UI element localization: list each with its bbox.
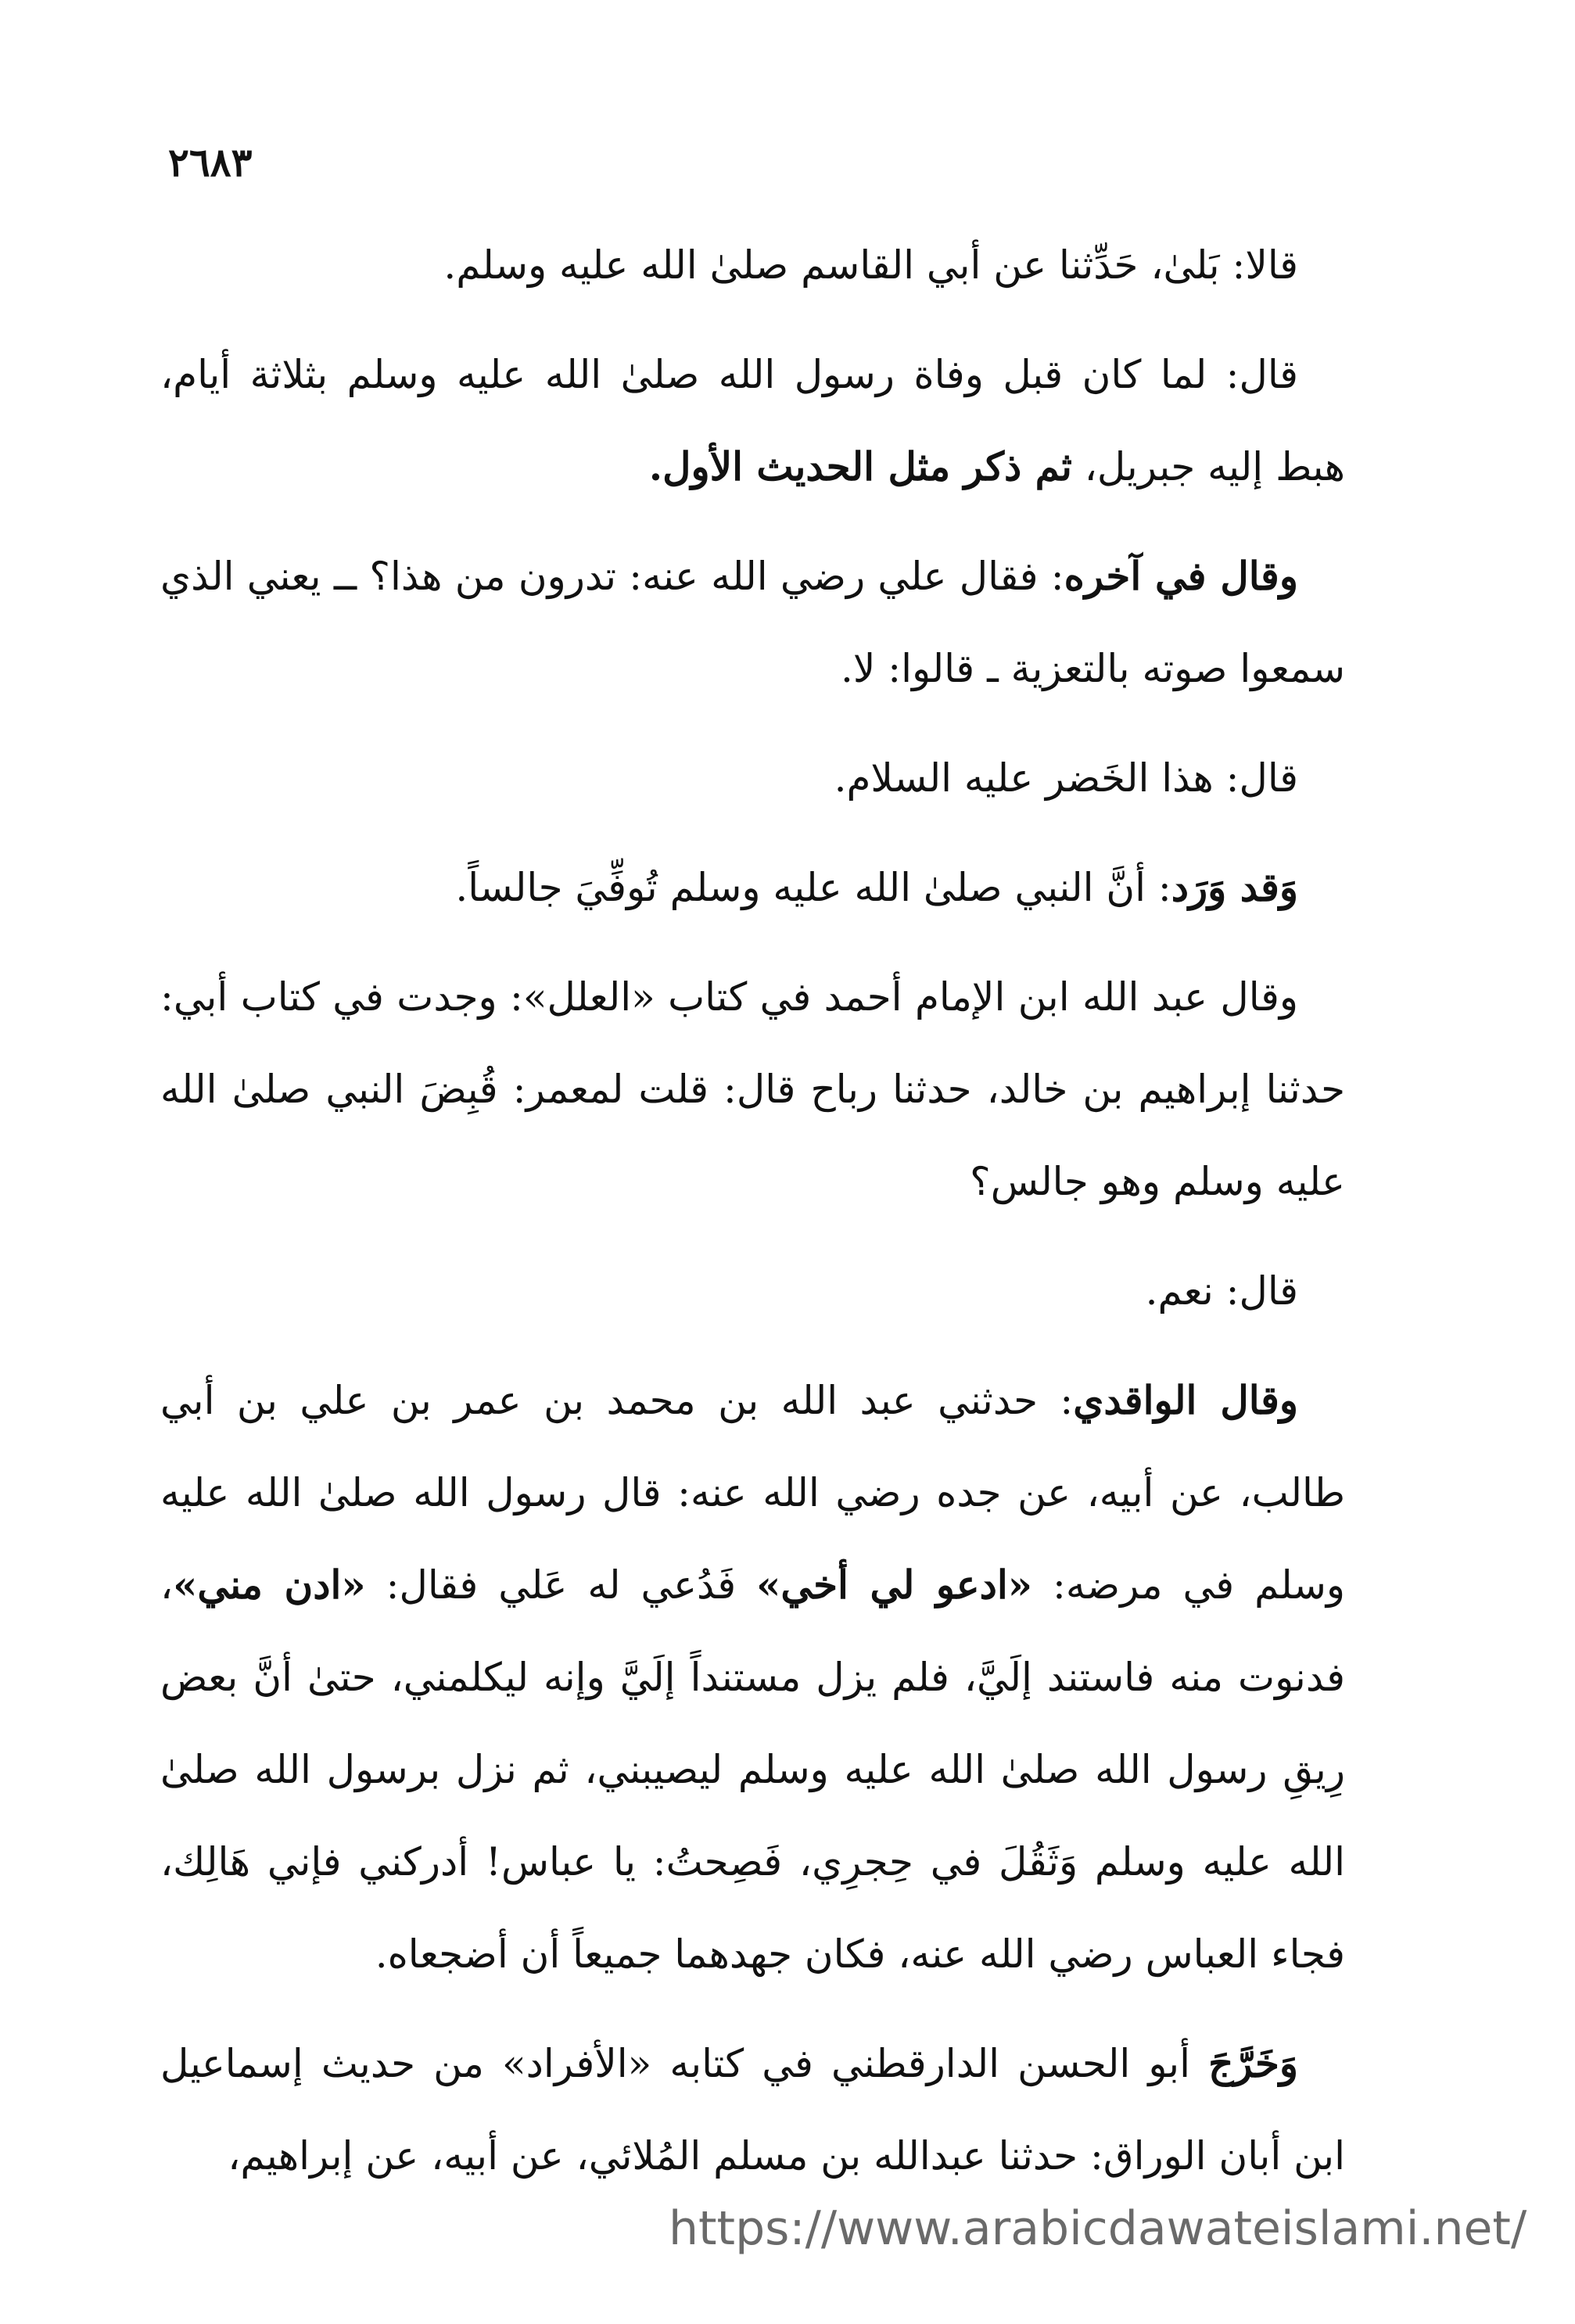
text-run: قال: نعم. xyxy=(1145,1268,1298,1314)
bold-text-run: ثم ذكر مثل الحديث الأول. xyxy=(648,443,1072,490)
paragraph xyxy=(160,530,1345,715)
text-run: قال: هذا الخَضر عليه السلام. xyxy=(834,755,1298,801)
paragraph xyxy=(160,328,1345,513)
text-run: أبو الحسن الدارقطني في كتابه «الأفراد» من حديث إسماعيل ابن أبان الوراق: حدثنا عبدالله بن مسلم المُلائي، عن أبيه، عن إبراهيم، xyxy=(160,2041,1345,2179)
text-run: قال: لما كان قبل وفاة رسول الله صلىٰ الله عليه وسلم بثلاثة أيام، هبط إليه جبريل، xyxy=(160,352,1345,490)
page-number: ٢٦٨٣ xyxy=(168,139,253,185)
bold-text-run: وقال في آخره xyxy=(1064,553,1298,599)
text-run: : فقال علي رضي الله عنه: تدرون من هذا؟ ــ يعني الذي سمعوا صوته بالتعزية ـ قالوا: لا. xyxy=(160,554,1345,691)
watermark-url: https://www.arabicdawateislami.net/ xyxy=(669,2201,1527,2256)
paragraph xyxy=(160,1354,1345,2000)
bold-text-run: وقال الواقدي xyxy=(1073,1377,1298,1423)
text-run: وقال عبد الله ابن الإمام أحمد في كتاب «العلل»: وجدت في كتاب أبي: حدثنا إبراهيم بن خالد، حدثنا رباح قال: قلت لمعمر: قُبِضَ النبي صلىٰ الله عليه وسلم وهو جالس؟ xyxy=(160,974,1345,1204)
paragraph xyxy=(160,2017,1345,2202)
paragraph xyxy=(160,841,1345,934)
bold-text-run: وَخَرَّجَ xyxy=(1208,2040,1298,2086)
text-run: قالا: بَلىٰ، حَدِّثنا عن أبي القاسم صلىٰ الله عليه وسلم. xyxy=(443,242,1298,288)
bold-text-run: «ادعو لي أخي» xyxy=(756,1562,1032,1608)
text-run: فَدُعي له عَلي فقال: xyxy=(365,1562,757,1608)
bold-text-run: وَقد وَرَد xyxy=(1171,864,1298,910)
bold-text-run: «ادن مني» xyxy=(173,1562,366,1608)
paragraph xyxy=(160,732,1345,824)
paragraph xyxy=(160,1245,1345,1337)
paragraph xyxy=(160,219,1345,311)
text-run: : أنَّ النبي صلىٰ الله عليه وسلم تُوفِّيَ جالساً. xyxy=(455,865,1171,910)
text-run: : حدثني عبد الله بن محمد بن عمر بن علي بن أبي طالب، عن أبيه، عن جده رضي الله عنه: قال رسول الله صلىٰ الله عليه وسلم في مرضه: xyxy=(160,1378,1346,1608)
text-run: ، فدنوت منه فاستند إلَيَّ، فلم يزل مستنداً إلَيَّ وإنه ليكلمني، حتىٰ أنَّ بعض رِيقِ رسول الله صلىٰ الله عليه وسلم ليصيبني، ثم نزل برسول الله صلىٰ الله عليه وسلم وَثَقُلَ في حِجرِي، فَصِحتُ: يا عباس! أدركني فإني هَالِك، فجاء العباس رضي الله عنه، فكان جهدهما جميعاً أن أضجعاه. xyxy=(160,1562,1345,1977)
paragraph xyxy=(160,951,1345,1228)
page-body-text xyxy=(160,219,1345,2219)
